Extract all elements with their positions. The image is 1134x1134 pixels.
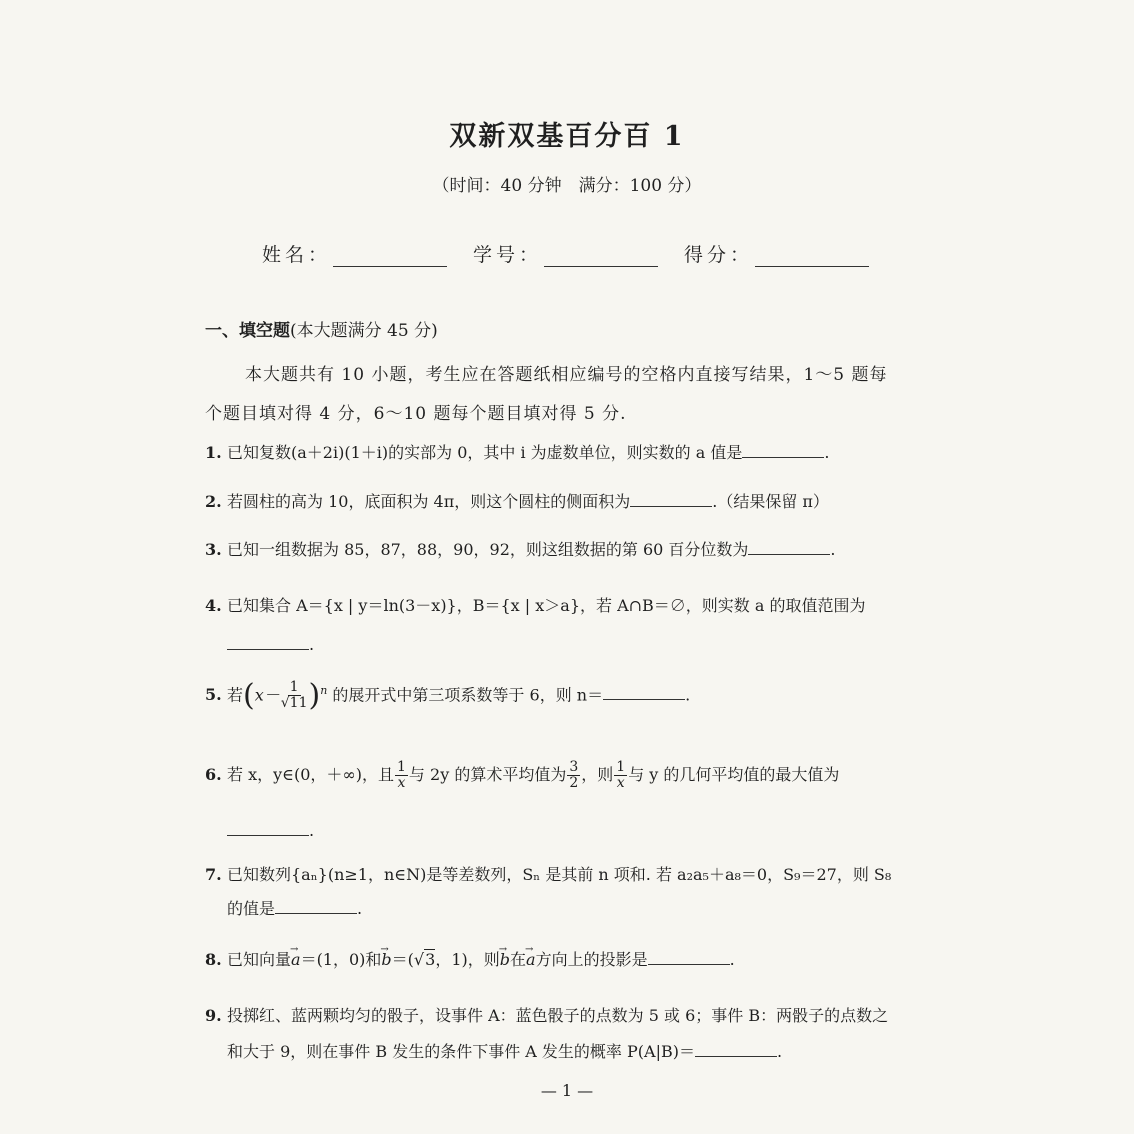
question-tail: .: [685, 685, 691, 705]
question-4: [205, 586, 905, 664]
fraction-denominator: x: [397, 775, 406, 791]
name-label: 姓名：: [262, 244, 332, 266]
answer-blank[interactable]: [648, 948, 730, 965]
question-text-f: 方向上的投影是: [535, 950, 648, 969]
question-line2: 和大于 9，则在事件 B 发生的条件下事件 A 发生的概率 P(A|B)＝: [227, 1042, 695, 1061]
answer-blank[interactable]: [227, 819, 309, 836]
question-3: [205, 538, 905, 561]
open-paren-icon: (: [243, 677, 255, 713]
fraction-numerator: 1: [289, 679, 299, 696]
question-continuation: [205, 892, 905, 926]
page-title: 双新双基百分百 1: [449, 121, 685, 152]
question-continuation: [205, 819, 905, 842]
sqrt-radicand: 3: [425, 950, 436, 969]
question-number: 3.: [205, 540, 222, 559]
score-blank[interactable]: [755, 244, 869, 267]
section-title: 一、填空题: [205, 321, 290, 341]
question-1: [205, 441, 905, 464]
fraction-denominator: x: [616, 775, 625, 791]
question-tail: .: [729, 950, 735, 969]
question-text-c: ，则: [581, 765, 614, 784]
question-number: 6.: [205, 765, 222, 784]
fraction-numerator: 1: [397, 759, 406, 775]
question-text-e: 在: [510, 950, 527, 969]
question-2: [205, 490, 905, 513]
student-id-label: 学号：: [473, 244, 543, 266]
answer-blank[interactable]: [275, 897, 357, 914]
name-blank[interactable]: [333, 244, 447, 267]
question-number: 5.: [205, 685, 222, 705]
question-tail: .: [776, 1042, 783, 1061]
question-text-d: 与 y 的几何平均值的最大值为: [628, 765, 840, 784]
answer-blank[interactable]: [695, 1040, 777, 1057]
question-text-a: 已知向量: [227, 950, 292, 969]
close-paren-icon: ): [308, 677, 321, 713]
score-label: 得分：: [684, 244, 754, 266]
student-id-blank[interactable]: [544, 244, 658, 267]
fraction-2: [567, 760, 580, 791]
question-text-b: ＝(1，0)和: [300, 950, 382, 969]
question-8: [205, 948, 905, 971]
fraction-denominator: 2: [569, 775, 579, 791]
question-9: [205, 998, 905, 1070]
answer-blank[interactable]: [748, 538, 830, 555]
name-field[interactable]: [262, 240, 447, 267]
student-id-field[interactable]: [473, 240, 658, 267]
answer-blank[interactable]: [742, 441, 824, 458]
vector-b: → b: [381, 950, 391, 969]
expr-x: x－: [254, 685, 280, 705]
question-number: 7.: [205, 865, 222, 884]
student-info-row: [262, 240, 895, 267]
fraction: [281, 680, 308, 711]
question-tail: .（结果保留 π）: [712, 492, 829, 511]
answer-blank[interactable]: [630, 490, 712, 507]
section-intro: 本大题共有 10 小题，考生应在答题纸相应编号的空格内直接写结果，1～5 题每个题目填对得 4 分，6～10 题每个题目填对得 5 分.: [205, 365, 888, 424]
question-tail: .: [824, 443, 830, 462]
question-text: 已知一组数据为 85，87，88，90，92，则这组数据的第 60 百分位数为: [227, 540, 749, 559]
question-tail: .: [830, 540, 836, 559]
question-number: 4.: [205, 596, 222, 615]
fraction-numerator: 3: [569, 759, 579, 775]
question-text: 的展开式中第三项系数等于 6，则 n＝: [332, 685, 604, 705]
question-tail: .: [357, 899, 363, 918]
question-7: [205, 858, 905, 926]
question-text: 投掷红、蓝两颗均匀的骰子，设事件 A：蓝色骰子的点数为 5 或 6；事件 B：两骰子的点数之: [227, 1006, 889, 1025]
question-text: 若圆柱的高为 10，底面积为 4π，则这个圆柱的侧面积为: [227, 492, 631, 511]
question-text: 已知复数(a＋2i)(1＋i)的实部为 0，其中 i 为虚数单位，则实数的 a 值是: [227, 443, 743, 462]
question-text: 已知集合 A＝{x | y＝ln(3－x)}，B＝{x | x＞a}，若 A∩B＝∅，则实数 a 的取值范围为: [227, 596, 866, 615]
question-pre: 若: [227, 685, 244, 705]
question-tail: .: [309, 821, 315, 840]
question-line2: 的值是: [227, 899, 276, 918]
vector-b-2: → b: [500, 950, 510, 969]
question-text: 已知数列{aₙ}(n≥1，n∈N)是等差数列，Sₙ 是其前 n 项和. 若 a₂a₅＋a₈＝0，S₉＝27，则 S₈: [227, 865, 892, 884]
question-continuation: [205, 625, 905, 664]
score-field[interactable]: [684, 240, 869, 267]
question-text-a: 若 x，y∈(0，＋∞)，且: [227, 765, 394, 784]
question-number: 1.: [205, 443, 222, 462]
question-text-b: 与 2y 的算术平均值为: [408, 765, 567, 784]
fraction-denominator: √11: [280, 695, 308, 712]
section-note: (本大题满分 45 分): [290, 321, 438, 341]
fraction-1: [395, 760, 408, 791]
page-number: — 1 —: [540, 1081, 594, 1100]
exponent: n: [320, 684, 328, 697]
question-number: 9.: [205, 1006, 222, 1025]
sqrt-icon: √: [413, 950, 425, 969]
question-number: 2.: [205, 492, 222, 511]
fraction-3: [614, 760, 627, 791]
question-tail: .: [309, 635, 315, 654]
section-heading: [205, 316, 438, 341]
question-6: [205, 760, 905, 842]
page-subtitle: （时间：40 分钟 满分：100 分）: [432, 176, 702, 196]
question-number: 8.: [205, 950, 222, 969]
question-continuation: [205, 1034, 905, 1070]
question-text-d: ，1)，则: [435, 950, 500, 969]
vector-a: → a: [291, 950, 301, 969]
question-5: [205, 677, 905, 713]
fraction-numerator: 1: [616, 759, 626, 775]
vector-a-2: → a: [526, 950, 536, 969]
question-text-c: ＝(: [391, 950, 414, 969]
answer-blank[interactable]: [603, 683, 685, 700]
answer-blank[interactable]: [227, 633, 309, 650]
